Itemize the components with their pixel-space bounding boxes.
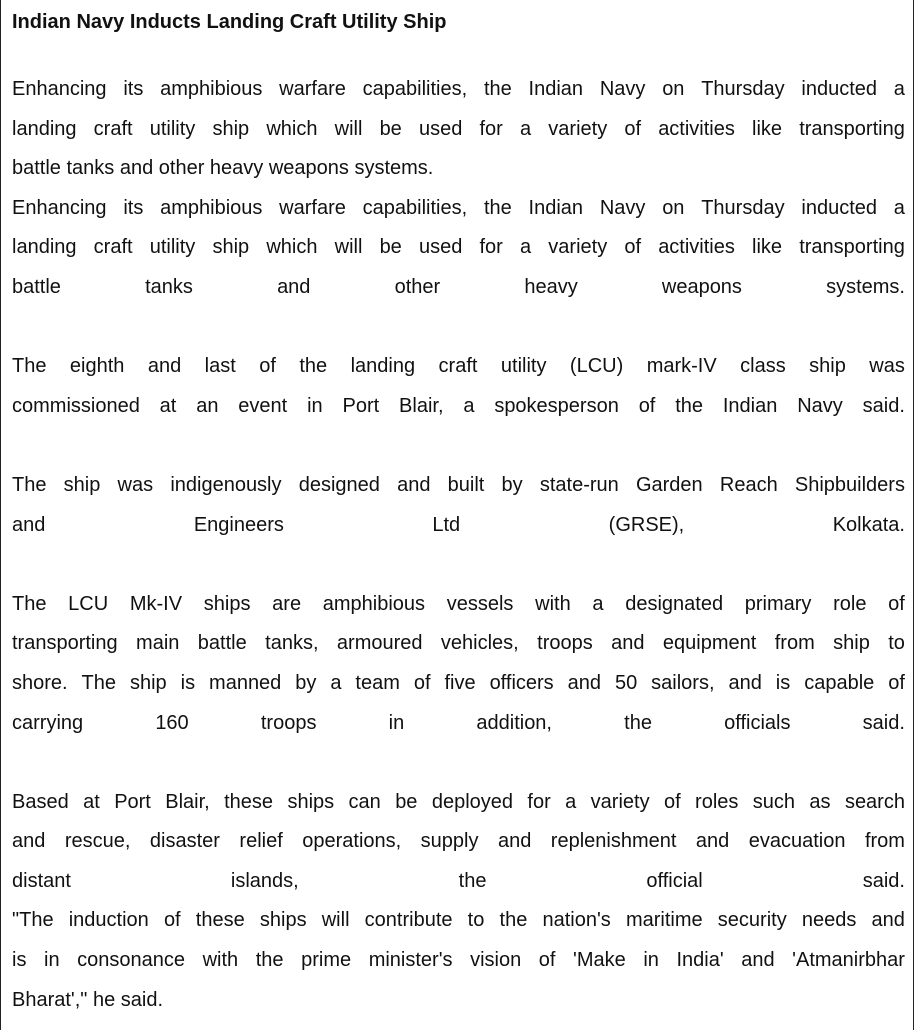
word: evacuation xyxy=(748,830,846,853)
word: on xyxy=(662,196,685,219)
word: which xyxy=(266,117,318,140)
word: built xyxy=(447,473,485,496)
word: like xyxy=(752,236,783,259)
word: last xyxy=(204,355,236,378)
word: from xyxy=(864,830,905,853)
word: the xyxy=(499,909,528,932)
text-line xyxy=(12,268,905,308)
word: for xyxy=(479,117,503,140)
text-line xyxy=(12,506,905,546)
word: vehicles, xyxy=(440,632,519,655)
word: transporting xyxy=(799,236,905,259)
text-line xyxy=(12,347,905,387)
word: official xyxy=(646,869,703,892)
word: activities xyxy=(658,236,735,259)
word: will xyxy=(321,909,350,932)
word: of xyxy=(259,355,276,378)
word: variety xyxy=(590,790,650,813)
word: consonance xyxy=(77,949,186,972)
word: be xyxy=(379,236,402,259)
word: inducted xyxy=(801,78,877,100)
word: the xyxy=(624,711,652,734)
word: of xyxy=(538,949,556,972)
word: of xyxy=(638,394,656,417)
word: and xyxy=(871,909,905,932)
word: Enhancing xyxy=(12,78,107,100)
word: amphibious xyxy=(160,78,263,100)
word: vision xyxy=(470,949,522,972)
word: on xyxy=(662,78,685,100)
word: addition, xyxy=(476,711,552,734)
word: The xyxy=(12,592,47,615)
word: and xyxy=(497,830,532,853)
word: distant xyxy=(12,869,71,892)
text-line: battle tanks and other heavy weapons systems. xyxy=(12,157,434,180)
word: 'Atmanirbhar xyxy=(792,949,905,972)
word: will xyxy=(334,117,363,140)
word: utility xyxy=(500,355,547,378)
word: role xyxy=(833,592,867,615)
word: equipment xyxy=(662,632,757,655)
text-line xyxy=(12,110,905,150)
word: the xyxy=(299,355,328,378)
text-line xyxy=(12,228,905,268)
word: at xyxy=(83,790,100,813)
word: roles xyxy=(695,790,739,813)
word: armoured xyxy=(336,632,423,655)
word: Indian xyxy=(528,78,584,100)
word: Kolkata. xyxy=(832,513,905,536)
word: was xyxy=(869,355,905,378)
word: in xyxy=(307,394,323,417)
word: for xyxy=(527,790,551,813)
word: sailors, xyxy=(651,671,715,694)
word: maritime xyxy=(625,909,703,932)
word: and xyxy=(741,949,775,972)
word: supply xyxy=(420,830,479,853)
word: Port xyxy=(114,790,151,813)
word: ships xyxy=(287,790,335,813)
word: Navy xyxy=(797,394,843,417)
text-line xyxy=(12,862,905,902)
word: amphibious xyxy=(322,592,426,615)
word: security xyxy=(717,909,787,932)
word: officials xyxy=(724,711,791,734)
word: shore. xyxy=(12,671,68,694)
word: ship xyxy=(809,355,846,378)
word: indigenously xyxy=(170,473,282,496)
word: and xyxy=(728,671,762,694)
word: a xyxy=(592,592,604,615)
word: LCU xyxy=(68,592,109,615)
word: and xyxy=(277,275,311,298)
word: rescue, xyxy=(64,830,131,853)
word: used xyxy=(418,117,463,140)
word: activities xyxy=(658,117,735,140)
word: a xyxy=(893,196,905,219)
text-line: Bharat'," he said. xyxy=(12,988,164,1011)
word: Port xyxy=(342,394,380,417)
word: ships xyxy=(259,909,307,932)
text-line xyxy=(12,822,905,862)
word: designated xyxy=(625,592,724,615)
word: in xyxy=(388,711,405,734)
word: said. xyxy=(862,869,905,892)
word: 160 xyxy=(155,711,189,734)
word: such xyxy=(752,790,796,813)
text-line xyxy=(12,664,905,704)
word: team xyxy=(355,671,400,694)
word: is xyxy=(775,671,791,694)
word: class xyxy=(740,355,786,378)
word: its xyxy=(123,78,144,100)
word: vessels xyxy=(446,592,514,615)
word: landing xyxy=(12,236,77,259)
word: is xyxy=(12,949,27,972)
word: of xyxy=(163,909,181,932)
word: The xyxy=(12,355,47,378)
word: capabilities, xyxy=(362,78,468,100)
word: tanks, xyxy=(265,632,319,655)
word: disaster xyxy=(149,830,220,853)
word: be xyxy=(379,117,402,140)
word: Navy xyxy=(599,196,646,219)
word: a xyxy=(565,790,577,813)
word: a xyxy=(893,78,905,100)
word: for xyxy=(479,236,503,259)
word: at xyxy=(159,394,177,417)
text-line xyxy=(12,585,905,625)
word: Reach xyxy=(719,473,778,496)
word: operations, xyxy=(302,830,402,853)
word: needs xyxy=(801,909,857,932)
word: these xyxy=(224,790,274,813)
word: main xyxy=(136,632,180,655)
word: mark-IV xyxy=(646,355,717,378)
text-line xyxy=(12,387,905,427)
word: 50 xyxy=(614,671,638,694)
word: ship xyxy=(63,473,101,496)
word: ship xyxy=(212,117,250,140)
word: tanks xyxy=(145,275,193,298)
word: the xyxy=(675,394,704,417)
word: and xyxy=(12,830,46,853)
word: Shipbuilders xyxy=(794,473,905,496)
text-line xyxy=(12,704,905,744)
word: other xyxy=(394,275,441,298)
word: The xyxy=(81,671,117,694)
word: the xyxy=(458,869,487,892)
word: Thursday xyxy=(701,196,785,219)
word: in xyxy=(44,949,60,972)
text-line xyxy=(12,624,905,664)
word: Garden xyxy=(635,473,703,496)
word: designed xyxy=(298,473,380,496)
word: Navy xyxy=(599,78,646,100)
word: can xyxy=(348,790,381,813)
word: state-run xyxy=(539,473,619,496)
text-line xyxy=(12,70,905,110)
word: inducted xyxy=(801,196,877,219)
word: a xyxy=(463,394,475,417)
word: Enhancing xyxy=(12,196,107,219)
word: to xyxy=(467,909,485,932)
paragraph-gap xyxy=(12,743,905,783)
word: craft xyxy=(93,117,133,140)
word: relief xyxy=(239,830,283,853)
word: Thursday xyxy=(701,78,785,100)
word: like xyxy=(752,117,783,140)
word: (GRSE), xyxy=(608,513,685,536)
paragraph-gap xyxy=(12,545,905,585)
word: troops xyxy=(260,711,317,734)
word: induction xyxy=(68,909,149,932)
word: a xyxy=(520,117,532,140)
word: weapons xyxy=(661,275,742,298)
word: variety xyxy=(548,117,608,140)
word: transporting xyxy=(799,117,905,140)
paragraph-gap xyxy=(12,426,905,466)
word: and xyxy=(147,355,182,378)
word: is xyxy=(180,671,196,694)
word: as xyxy=(809,790,831,813)
word: transporting xyxy=(12,632,118,655)
word: replenishment xyxy=(550,830,677,853)
word: prime xyxy=(301,949,352,972)
word: by xyxy=(501,473,523,496)
word: troops xyxy=(537,632,593,655)
word: of xyxy=(888,592,905,615)
word: the xyxy=(483,78,512,100)
word: (LCU) xyxy=(569,355,624,378)
word: from xyxy=(774,632,815,655)
word: utility xyxy=(149,236,196,259)
word: are xyxy=(272,592,302,615)
text-line xyxy=(12,941,905,981)
word: commissioned xyxy=(12,394,140,417)
word: battle xyxy=(197,632,247,655)
word: with xyxy=(202,949,239,972)
word: The xyxy=(12,473,47,496)
word: in xyxy=(643,949,659,972)
word: Engineers xyxy=(193,513,284,536)
word: the xyxy=(483,196,512,219)
word: contribute xyxy=(364,909,453,932)
word: India' xyxy=(676,949,724,972)
word: battle xyxy=(12,275,61,298)
word: officers xyxy=(489,671,554,694)
word: 'Make xyxy=(573,949,626,972)
word: with xyxy=(535,592,571,615)
word: by xyxy=(295,671,317,694)
word: landing xyxy=(350,355,416,378)
word: variety xyxy=(548,236,608,259)
word: ships xyxy=(203,592,251,615)
word: amphibious xyxy=(160,196,263,219)
word: capable xyxy=(804,671,875,694)
word: the xyxy=(255,949,284,972)
word: used xyxy=(418,236,463,259)
text-line xyxy=(12,901,905,941)
word: was xyxy=(117,473,154,496)
word: craft xyxy=(93,236,133,259)
word: minister's xyxy=(368,949,453,972)
word: Ltd xyxy=(432,513,461,536)
word: five xyxy=(444,671,476,694)
article-title: Indian Navy Inducts Landing Craft Utility Ship xyxy=(12,11,447,33)
word: systems. xyxy=(826,275,905,298)
word: to xyxy=(888,632,905,655)
text-line xyxy=(12,466,905,506)
word: Based xyxy=(12,790,69,813)
word: "The xyxy=(12,909,54,932)
text-line xyxy=(12,189,905,229)
word: an xyxy=(196,394,219,417)
word: heavy xyxy=(524,275,578,298)
word: Indian xyxy=(528,196,584,219)
word: of xyxy=(624,117,642,140)
word: be xyxy=(395,790,418,813)
word: capabilities, xyxy=(362,196,468,219)
word: said. xyxy=(862,711,905,734)
word: a xyxy=(520,236,532,259)
word: a xyxy=(330,671,342,694)
word: deployed xyxy=(431,790,514,813)
word: will xyxy=(334,236,363,259)
word: Blair, xyxy=(399,394,444,417)
word: warfare xyxy=(279,78,346,100)
word: ship xyxy=(129,671,167,694)
word: craft xyxy=(438,355,478,378)
word: of xyxy=(888,671,905,694)
word: search xyxy=(844,790,905,813)
word: said. xyxy=(862,394,905,417)
word: carrying xyxy=(12,711,84,734)
word: and xyxy=(611,632,645,655)
word: ship xyxy=(833,632,870,655)
word: islands, xyxy=(230,869,299,892)
word: which xyxy=(266,236,318,259)
word: primary xyxy=(744,592,812,615)
article-body xyxy=(12,70,905,1020)
word: of xyxy=(663,790,681,813)
word: and xyxy=(397,473,431,496)
word: its xyxy=(123,196,144,219)
word: warfare xyxy=(279,196,346,219)
word: Mk-IV xyxy=(129,592,183,615)
word: these xyxy=(195,909,245,932)
word: spokesperson xyxy=(494,394,619,417)
word: of xyxy=(624,236,642,259)
word: Indian xyxy=(722,394,778,417)
word: and xyxy=(12,513,46,536)
paragraph-gap xyxy=(12,308,905,348)
word: Blair, xyxy=(165,790,210,813)
word: landing xyxy=(12,117,77,140)
word: and xyxy=(567,671,601,694)
word: ship xyxy=(212,236,250,259)
word: eighth xyxy=(69,355,125,378)
word: nation's xyxy=(542,909,611,932)
word: manned xyxy=(209,671,282,694)
word: and xyxy=(695,830,730,853)
word: utility xyxy=(149,117,196,140)
text-line xyxy=(12,783,905,823)
word: of xyxy=(413,671,431,694)
word: event xyxy=(238,394,288,417)
